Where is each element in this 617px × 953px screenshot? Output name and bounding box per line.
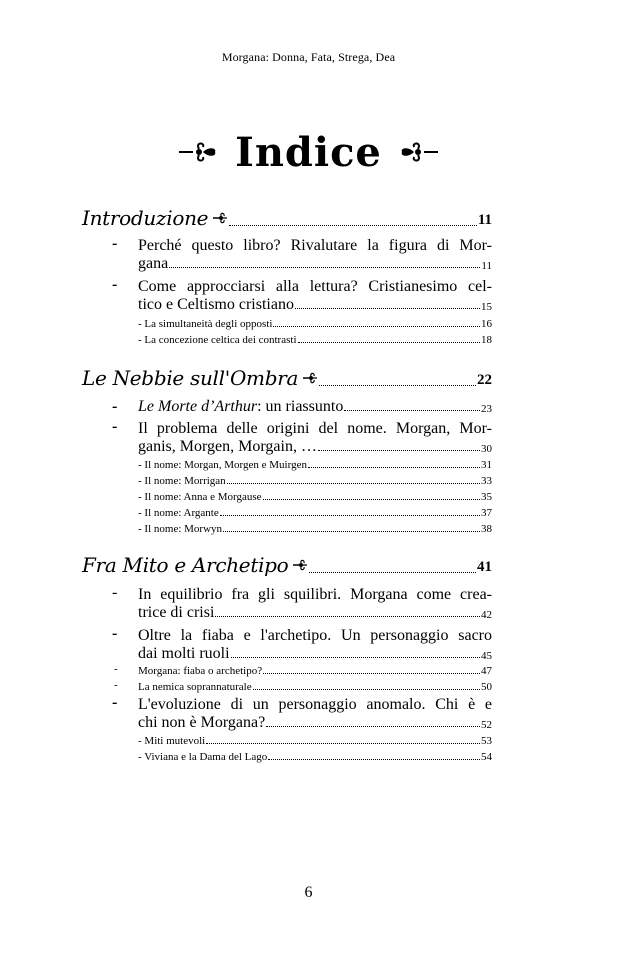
subsection-entry[interactable] [138,749,492,763]
dot-leader [319,384,476,386]
dot-leader [231,657,480,658]
chapter-entry[interactable] [82,204,492,230]
section-dash: - [112,418,118,435]
subsection-page: 38 [481,523,492,535]
section-page: 45 [481,650,492,662]
subsection-entry[interactable] [138,332,492,346]
index-title [0,122,617,182]
subsection-page: 18 [481,334,492,346]
dot-leader [263,499,480,500]
subsection-entry[interactable] [138,505,492,519]
subsection-title: Morgana: fiaba o archetipo? [138,665,263,677]
subsection-entry[interactable] [138,316,492,330]
chapter-title: Le Nebbie sull'Ombra [82,366,299,390]
dot-leader [309,571,476,573]
chapter-title: Fra Mito e Archetipo [82,553,289,577]
section-dash: - [112,625,118,642]
section-line: ganis, Morgen, Morgain, … [138,438,317,455]
section-line: L'evoluzione di un personaggio anomalo. Chi è e [138,696,492,713]
dot-leader [344,410,480,411]
page-number: 6 [304,884,313,901]
dot-leader [263,673,480,674]
subsection-entry[interactable] [138,457,492,471]
section-dash: - [112,398,118,415]
subsection-entry[interactable] [138,663,492,677]
subsection-title: - Viviana e la Dama del Lago [138,751,268,763]
section-page: 15 [481,301,492,313]
subsection-title: - Il nome: Argante [138,507,219,519]
subsection-title: - Il nome: Morrigan [138,475,226,487]
fleur-flourish-icon-left [177,140,221,164]
section-page: 11 [481,260,492,272]
section-page: 30 [481,443,492,455]
subsection-title: - Il nome: Anna e Morgause [138,491,262,503]
subsection-title: - Il nome: Morwyn [138,523,223,535]
subsection-page: 54 [481,751,492,763]
subsection-title: - Miti mutevoli [138,735,206,747]
dot-leader [273,326,480,327]
chapter-title: Introduzione [82,206,209,230]
section-line: dai molti ruoli [138,645,230,662]
section-line: trice di crisi [138,604,215,621]
mini-flourish-icon [302,372,318,384]
section-dash: - [112,276,118,293]
subsection-page: 33 [481,475,492,487]
chapter-page: 41 [477,559,492,575]
section-line: Il problema delle origini del nome. Morgan, Mor- [138,420,492,437]
subsection-title: - La concezione celtica dei contrasti [138,334,297,346]
subsection-dash: - [114,663,118,675]
dot-leader [308,467,480,468]
dot-leader [220,515,480,516]
running-header: Morgana: Donna, Fata, Strega, Dea [221,50,396,64]
section-page: 23 [481,403,492,415]
section-page: 42 [481,609,492,621]
subsection-entry[interactable] [138,473,492,487]
subsection-title: La nemica soprannaturale [138,681,252,693]
subsection-page: 37 [481,507,492,519]
fleur-flourish-icon-right [396,140,440,164]
section-entry[interactable] [138,398,492,416]
chapter-page: 11 [477,212,492,228]
dot-leader [227,483,480,484]
chapter-page: 22 [477,372,492,388]
section-page: 52 [481,719,492,731]
dot-leader [229,224,477,226]
dot-leader [268,759,480,760]
dot-leader [206,743,480,744]
section-line: Come approcciarsi alla lettura? Cristianesimo cel- [138,278,492,295]
section-line: gana [138,255,169,272]
subsection-page: 50 [481,681,492,693]
chapter-entry[interactable] [82,364,492,390]
subsection-entry[interactable] [138,489,492,503]
subsection-entry[interactable] [138,733,492,747]
dot-leader [253,689,480,690]
section-line: Perché questo libro? Rivalutare la figura di Mor- [138,237,492,254]
dot-leader [298,342,481,343]
section-line: tico e Celtismo cristiano [138,296,294,313]
dot-leader [223,531,480,532]
dot-leader [215,616,480,617]
subsection-title: - La simultaneità degli opposti [138,318,273,330]
subsection-title: - Il nome: Morgan, Morgen e Muirgen [138,459,307,471]
section-italic-title: Le Morte d’Arthur [138,398,258,415]
section-dash: - [112,584,118,601]
mini-flourish-icon [212,212,228,224]
section-line: In equilibrio fra gli squilibri. Morgana come crea- [138,586,492,603]
subsection-page: 31 [481,459,492,471]
mini-flourish-icon [292,559,308,571]
dot-leader [169,267,480,268]
subsection-page: 47 [481,665,492,677]
section-line: Oltre la fiaba e l'archetipo. Un personaggio sacro [138,627,492,644]
subsection-page: 35 [481,491,492,503]
section-title-rest: : un riassunto [257,398,344,415]
page-title: Indice [235,128,382,176]
section-line: chi non è Morgana? [138,714,266,731]
subsection-dash: - [114,679,118,691]
dot-leader [295,308,480,309]
dot-leader [266,726,480,727]
dot-leader [318,450,480,451]
subsection-page: 16 [481,318,492,330]
chapter-entry[interactable] [82,551,492,577]
section-dash: - [112,235,118,252]
subsection-entry[interactable] [138,679,492,693]
section-dash: - [112,694,118,711]
subsection-entry[interactable] [138,521,492,535]
subsection-page: 53 [481,735,492,747]
